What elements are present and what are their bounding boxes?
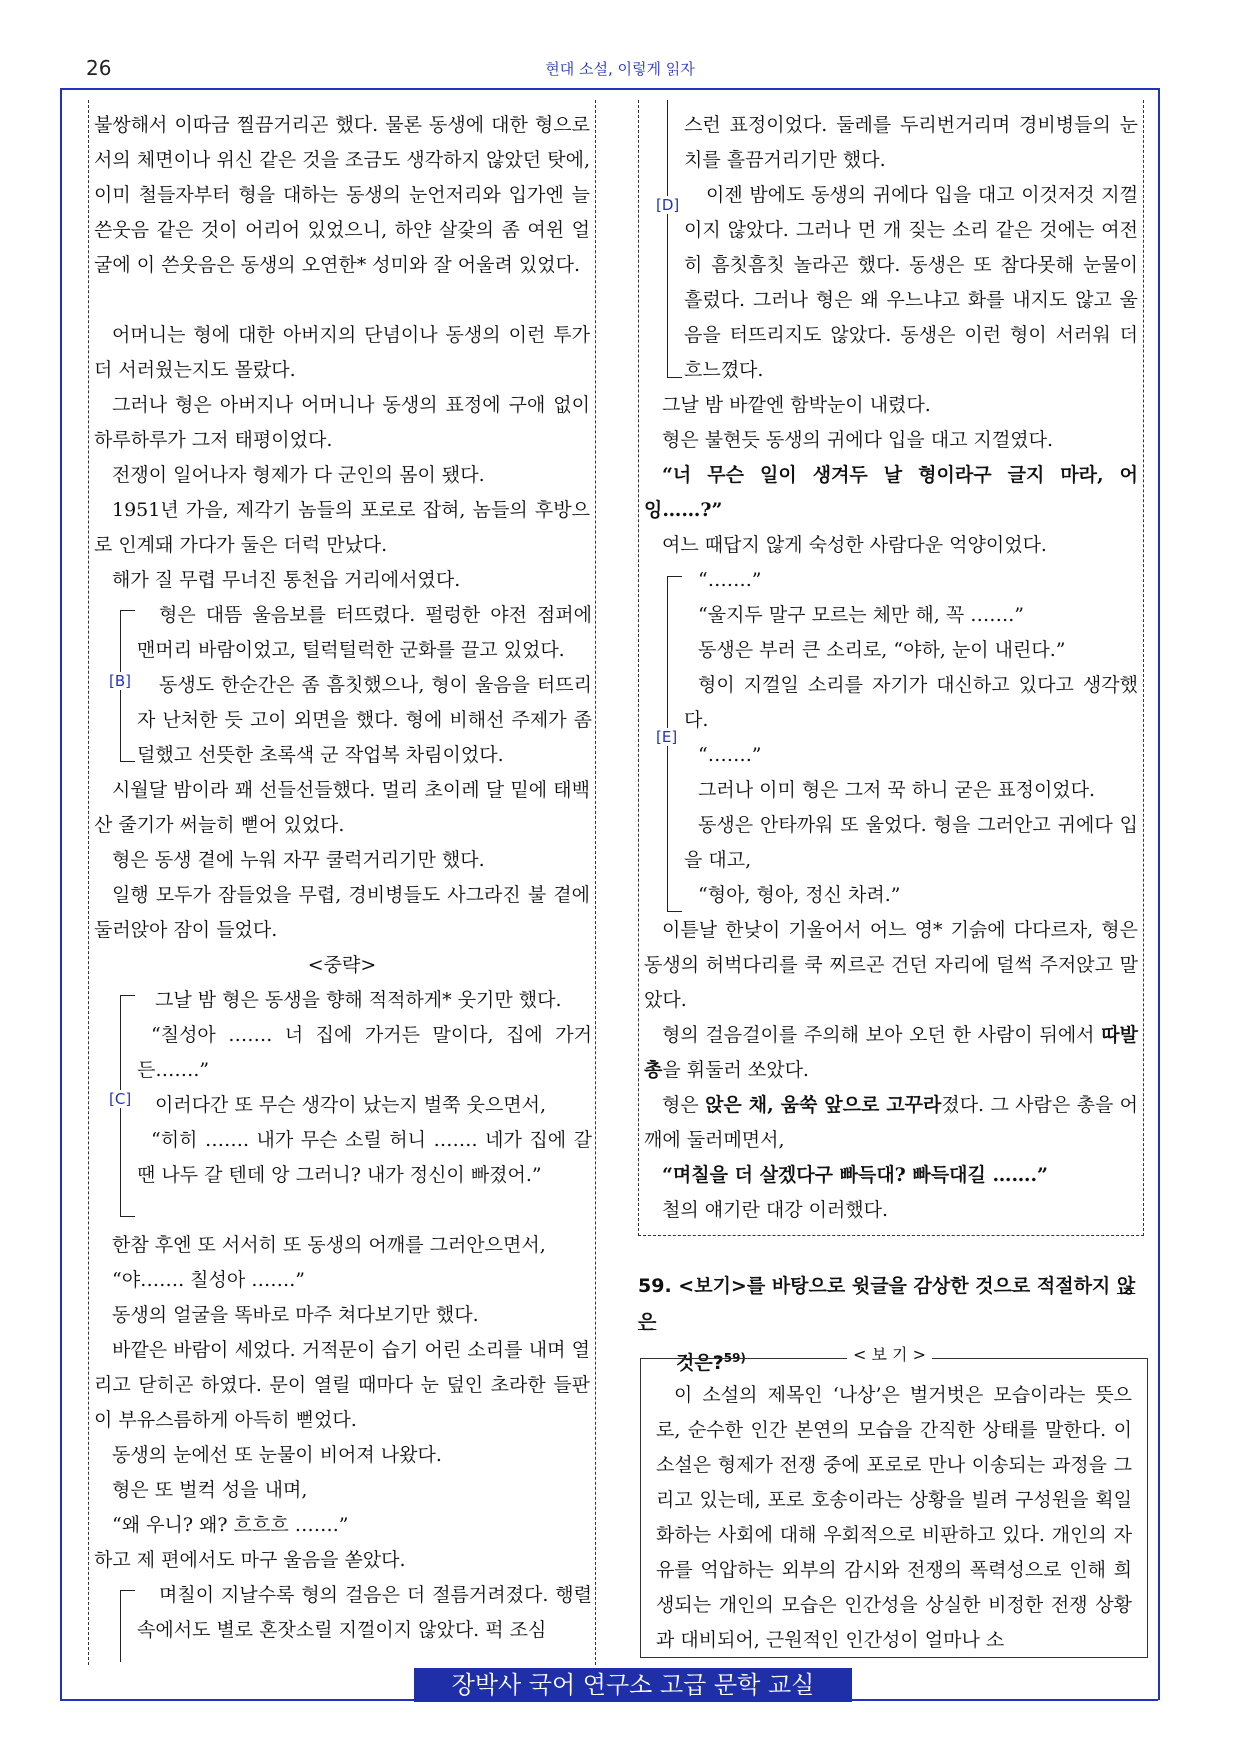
bracket-d-start xyxy=(120,1590,135,1662)
question-text-a: <보기>를 바탕으로 윗글을 감상한 것으로 적절하지 xyxy=(678,1275,1117,1297)
running-title: 현대 소설, 이렇게 읽자 xyxy=(545,60,695,78)
label-e: [E] xyxy=(656,728,678,746)
right-paragraph-6-bold: 따발총 xyxy=(644,1024,1138,1081)
right-paragraph-6 xyxy=(644,1018,1138,1088)
right-paragraph-7-text-c: 졌다. 그 사람은 총을 어깨에 둘러메면서, xyxy=(644,1094,1139,1151)
left-paragraph-9: 일행 모두가 잠들었을 무렵, 경비병들도 사그라진 불 곁에 둘러앉아 잠이 들었다. xyxy=(94,884,590,941)
bracket-c-paragraph-4: “히히 ……. 내가 무슨 소릴 허니 ……. 네가 집에 갈 땐 나두 갈 텐데 앙 그러니? 내가 정신이 빠졌어.” xyxy=(137,1129,592,1186)
left-paragraph-15: 형은 또 벌컥 성을 내며, xyxy=(112,1479,308,1501)
left-paragraph-11: “야……. 칠성아 …….” xyxy=(112,1269,306,1291)
bracket-c-paragraph-3: 이러다간 또 무슨 생각이 났는지 벌쭉 웃으면서, xyxy=(155,1094,547,1116)
right-paragraph-4: 여느 때답지 않게 숙성한 사람다운 억양이었다. xyxy=(662,534,1047,556)
label-c: [C] xyxy=(109,1090,132,1108)
right-paragraph-7 xyxy=(644,1088,1138,1158)
left-paragraph-10: 한참 후엔 또 서서히 또 동생의 어깨를 그러안으면서, xyxy=(112,1234,546,1256)
left-paragraph-7: 시월달 밤이라 꽤 선들선들했다. 멀리 초이레 달 밑에 태백산 줄기가 써늘히 뻗어 있었다. xyxy=(94,779,590,836)
bracket-c-paragraph-2: “칠성아 ……. 너 집에 가거든 말이다, 집에 가거든…….” xyxy=(137,1024,592,1081)
left-paragraph-3: 그러나 형은 아버지나 어머니나 동생의 표정에 구애 없이 하루하루가 그저 태평이었다. xyxy=(94,394,590,451)
bracket-d-paragraph-2: 이젠 밤에도 동생의 귀에다 입을 대고 이것저것 지껄이지 않았다. 그러나 먼 개 짖는 소리 같은 것에는 여전히 흠칫흠칫 놀라곤 했다. 동생은 또 참다못해 눈물이 흘렀다. 그러나 형은 왜 우느냐고 화를 내지도 않고 울음을 터뜨리지도 않았다. 동생은 이런 형이 서러워 더 흐느꼈다. xyxy=(684,184,1138,381)
left-paragraph-14: 동생의 눈에선 또 눈물이 비어져 나왔다. xyxy=(112,1444,442,1466)
page-number: 26 xyxy=(86,56,112,80)
right-paragraph-9: 철의 얘기란 대강 이러했다. xyxy=(662,1199,889,1221)
bracket-e-paragraph-3: 동생은 부러 큰 소리로, “야하, 눈이 내린다.” xyxy=(698,639,1066,661)
question-text-underlined: 않은 xyxy=(638,1275,1136,1333)
left-paragraph-17: 하고 제 편에서도 마구 울음을 쏟았다. xyxy=(94,1549,406,1571)
left-paragraph-5: 1951년 가을, 제각기 놈들의 포로로 잡혀, 놈들의 후방으로 인계돼 가다가 둘은 더럭 만났다. xyxy=(94,499,590,556)
label-d: [D] xyxy=(656,196,680,214)
bracket-e-paragraph-2: “울지두 말구 모르는 체만 해, 꼭 …….” xyxy=(698,604,1024,626)
right-paragraph-3: “너 무슨 일이 생겨두 날 형이라구 글지 마라, 어잉……?” xyxy=(644,464,1138,521)
bracket-e-paragraph-1: “…….” xyxy=(698,569,762,591)
left-paragraph-1: 불쌍해서 이따금 찔끔거리곤 했다. 물론 동생에 대한 형으로서의 체면이나 위신 같은 것을 조금도 생각하지 않았던 탓에, 이미 철들자부터 형을 대하는 동생의 눈언저리와 입가엔 늘 쓴웃음 같은 것이 어리어 있었으니, 하얀 살갗의 좀 여윈 얼굴에 이 쓴웃음은 동생의 오연한* 성미와 잘 어울려 있었다. xyxy=(94,114,590,276)
bracket-e-paragraph-5: “…….” xyxy=(698,744,762,766)
bracket-d-paragraph-start: 며칠이 지날수록 형의 걸음은 더 절름거려졌다. 행렬 속에서도 별로 혼잣소릴 지껄이지 않았다. 퍽 조심 xyxy=(137,1584,592,1641)
omission-mark: <중략> xyxy=(307,954,377,976)
right-paragraph-5: 이튿날 한낮이 기울어서 어느 영* 기슭에 다다르자, 형은 동생의 허벅다리를 쿡 찌르곤 건던 자리에 덜썩 주저앉고 말았다. xyxy=(644,919,1138,1011)
bracket-e-paragraph-8: “형아, 형아, 정신 차려.” xyxy=(698,884,901,906)
left-paragraph-4: 전쟁이 일어나자 형제가 다 군인의 몸이 됐다. xyxy=(112,464,485,486)
right-paragraph-6-text-a: 형의 걸음걸이를 주의해 보아 오던 한 사람이 뒤에서 xyxy=(662,1024,1102,1046)
bogi-text: 이 소설의 제목인 ‘나상’은 벌거벗은 모습이라는 뜻으로, 순수한 인간 본연의 모습을 간직한 상태를 말한다. 이 소설은 형제가 전쟁 중에 포로로 만나 이송되는 과정을 그리고 있는데, 포로 호송이라는 상황을 빌려 구성원을 획일화하는 사회에 대해 우회적으로 비판하고 있다. 개인의 자유를 억압하는 외부의 감시와 전쟁의 폭력성으로 인해 희생되는 개인의 모습은 인간성을 상실한 비정한 전쟁 상황과 대비되어, 근원적인 인간성이 얼마나 소 xyxy=(656,1384,1132,1651)
left-paragraph-16: “왜 우니? 왜? 흐흐흐 …….” xyxy=(112,1514,349,1536)
footer-banner: 장박사 국어 연구소 고급 문학 교실 xyxy=(414,1668,852,1702)
right-paragraph-6-text-c: 을 휘둘러 쏘았다. xyxy=(662,1059,809,1081)
question-text-b: 것은? xyxy=(676,1352,724,1375)
left-paragraph-2: 어머니는 형에 대한 아버지의 단념이나 동생의 이런 투가 더 서러웠는지도 몰랐다. xyxy=(94,324,590,381)
right-paragraph-7-text-a: 형은 xyxy=(662,1094,706,1116)
right-paragraph-1: 그날 밤 바깥엔 함박눈이 내렸다. xyxy=(662,394,931,416)
bracket-c-paragraph-1: 그날 밤 형은 동생을 향해 적적하게* 웃기만 했다. xyxy=(155,989,562,1011)
bracket-b-paragraph-2: 동생도 한순간은 좀 흠칫했으나, 형이 울음을 터뜨리자 난처한 듯 고이 외면을 했다. 형에 비해선 주제가 좀 덜했고 선뜻한 초록색 군 작업복 차림이었다. xyxy=(137,674,592,766)
question-number: 59. xyxy=(638,1275,672,1297)
left-paragraph-12: 동생의 얼굴을 똑바로 마주 쳐다보기만 했다. xyxy=(112,1304,479,1326)
bracket-e-paragraph-7: 동생은 안타까워 또 울었다. 형을 그러안고 귀에다 입을 대고, xyxy=(684,814,1138,871)
bracket-d xyxy=(667,100,682,378)
left-paragraph-8: 형은 동생 곁에 누워 자꾸 쿨럭거리기만 했다. xyxy=(112,849,485,871)
bracket-e-paragraph-6: 그러나 이미 형은 그저 꾹 하니 굳은 표정이었다. xyxy=(698,779,1096,801)
right-paragraph-8: “며칠을 더 살겠다구 빠득대? 빠득대길 …….” xyxy=(662,1164,1048,1186)
bracket-b-paragraph-1: 형은 대뜸 울음보를 터뜨렸다. 펄렁한 야전 점퍼에 맨머리 바람이었고, 털럭털럭한 군화를 끌고 있었다. xyxy=(137,604,592,661)
left-paragraph-13: 바깥은 바람이 세었다. 거적문이 습기 어린 소리를 내며 열리고 닫히곤 하였다. 문이 열릴 때마다 눈 덮인 초라한 들판이 부유스름하게 아득히 뻗었다. xyxy=(94,1339,590,1431)
bogi-title: < 보 기 > xyxy=(847,1342,932,1365)
label-b: [B] xyxy=(109,672,131,690)
right-paragraph-7-bold: 앉은 채, 움쑥 앞으로 고꾸라 xyxy=(705,1094,942,1116)
right-paragraph-2: 형은 불현듯 동생의 귀에다 입을 대고 지껄였다. xyxy=(662,429,1054,451)
left-paragraph-6: 해가 질 무렵 무너진 통천읍 거리에서였다. xyxy=(112,569,461,591)
bracket-d-paragraph-1: 스런 표정이었다. 둘레를 두리번거리며 경비병들의 눈치를 흘끔거리기만 했다. xyxy=(684,114,1138,171)
question-footnote: 59) xyxy=(723,1351,746,1365)
bracket-e-paragraph-4: 형이 지껄일 소리를 자기가 대신하고 있다고 생각했다. xyxy=(684,674,1138,731)
